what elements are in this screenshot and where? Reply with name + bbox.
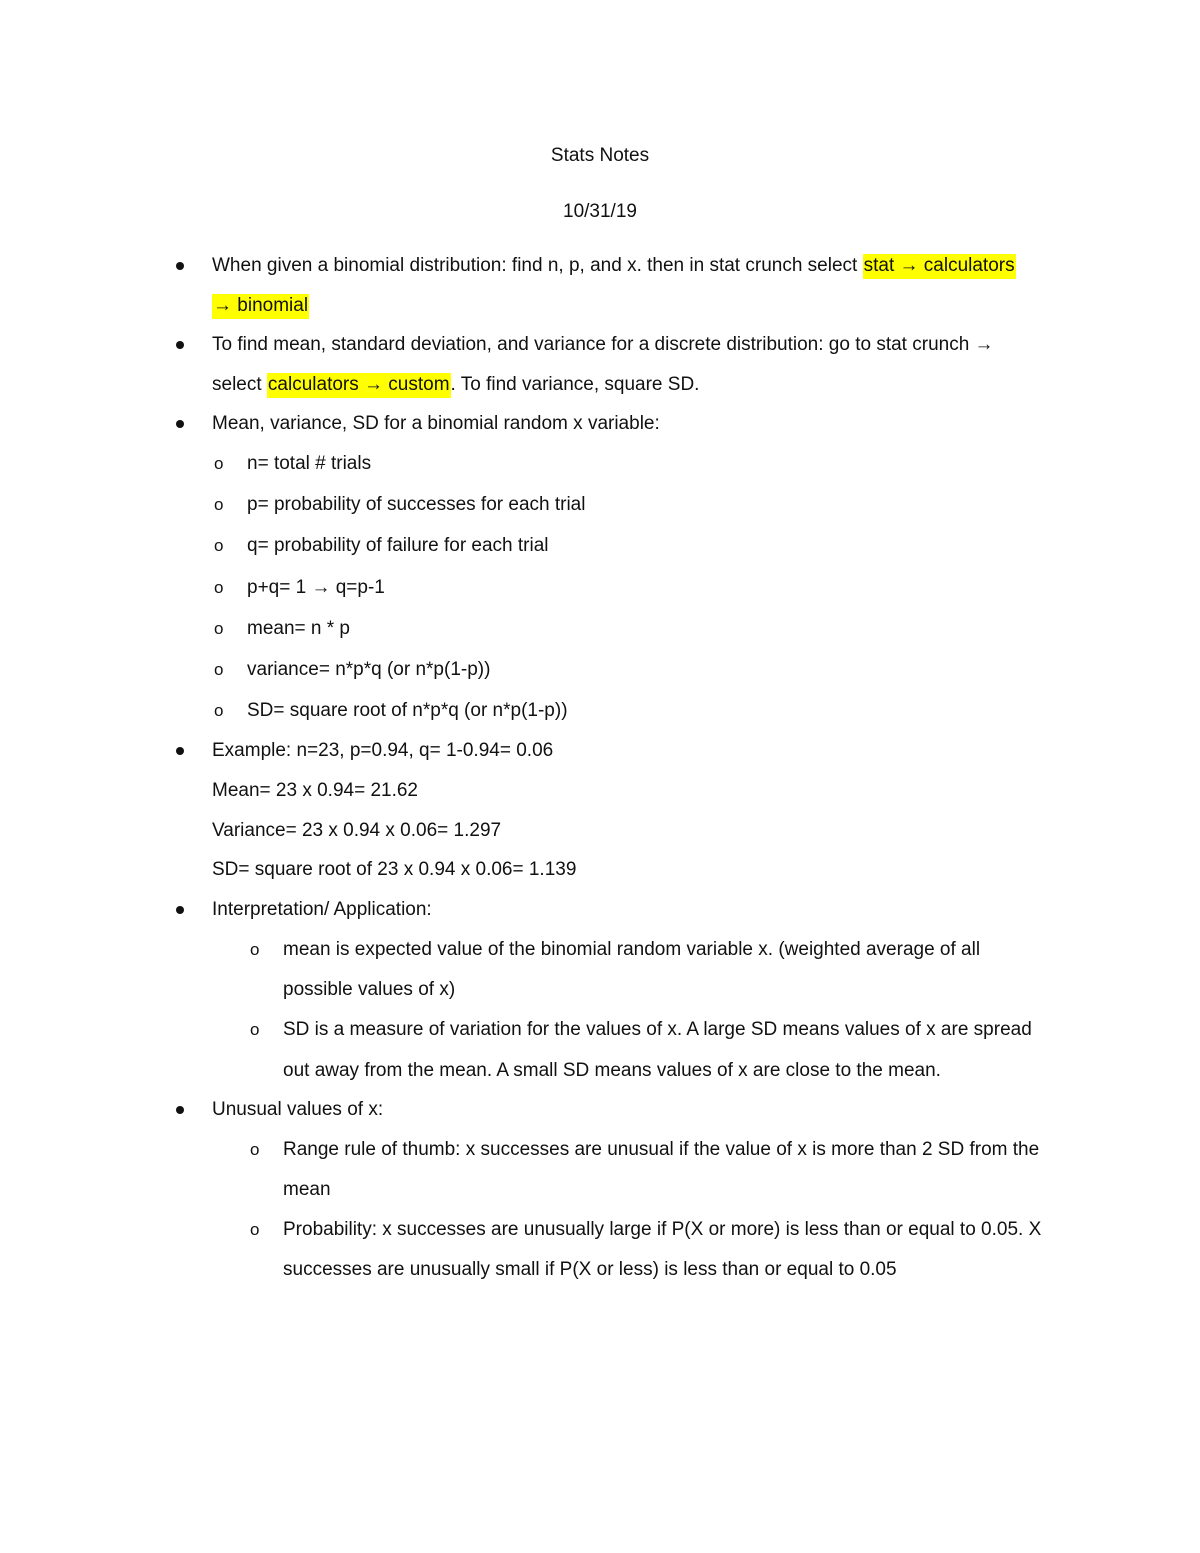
highlight-calculators-custom: calculators → custom — [267, 373, 451, 398]
sub-bullet-marker: o — [250, 940, 260, 959]
bullet-marker — [176, 747, 184, 755]
bullet-marker — [176, 1106, 184, 1114]
sub-item: mean= n * p — [247, 618, 350, 639]
sub-bullet-marker: o — [214, 454, 224, 473]
sub-item-line: possible values of x) — [283, 979, 456, 1000]
bullet-1-text: When given a binomial distribution: find n, p, and x. then in stat crunch select — [212, 255, 863, 276]
sub-bullet-marker: o — [250, 1220, 260, 1239]
sub-bullet-marker: o — [214, 619, 224, 638]
sub-item: variance= n*p*q (or n*p(1-p)) — [247, 659, 491, 680]
bullet-1-line-1 — [212, 254, 1016, 278]
bullet-2-text: select — [212, 374, 267, 395]
bullet-4-text: Example: n=23, p=0.94, q= 1-0.94= 0.06 — [212, 740, 554, 761]
bullet-2-line-1: To find mean, standard deviation, and variance for a discrete distribution: go to stat crunch → — [212, 334, 994, 355]
highlight-stat-calculators: stat → calculators — [863, 254, 1016, 279]
example-line: Mean= 23 x 0.94= 21.62 — [212, 780, 418, 801]
bullet-2-line-2 — [212, 373, 699, 397]
sub-item: SD= square root of n*p*q (or n*p(1-p)) — [247, 700, 568, 721]
bullet-marker — [176, 262, 184, 270]
sub-item-line: successes are unusually small if P(X or less) is less than or equal to 0.05 — [283, 1259, 897, 1280]
bullet-3-text: Mean, variance, SD for a binomial random x variable: — [212, 413, 660, 434]
sub-item-line: Probability: x successes are unusually large if P(X or more) is less than or equal to 0.05. X — [283, 1219, 1042, 1240]
highlight-binomial: → binomial — [212, 294, 309, 319]
sub-item: p+q= 1 → q=p-1 — [247, 577, 385, 598]
sub-bullet-marker: o — [214, 660, 224, 679]
sub-item-line: mean is expected value of the binomial random variable x. (weighted average of all — [283, 939, 981, 960]
sub-bullet-marker: o — [214, 495, 224, 514]
bullet-6-text: Unusual values of x: — [212, 1099, 384, 1120]
sub-item-line: mean — [283, 1179, 331, 1200]
bullet-marker — [176, 906, 184, 914]
page-date: 10/31/19 — [563, 201, 637, 222]
bullet-marker — [176, 420, 184, 428]
page-title: Stats Notes — [550, 145, 650, 166]
sub-bullet-marker: o — [214, 701, 224, 720]
sub-item: n= total # trials — [247, 453, 372, 474]
example-line: SD= square root of 23 x 0.94 x 0.06= 1.139 — [212, 859, 577, 880]
sub-item-line: out away from the mean. A small SD means values of x are close to the mean. — [283, 1060, 941, 1081]
sub-bullet-marker: o — [214, 536, 224, 555]
example-line: Variance= 23 x 0.94 x 0.06= 1.297 — [212, 820, 502, 841]
bullet-marker — [176, 341, 184, 349]
sub-bullet-marker: o — [214, 578, 224, 597]
sub-item-line: SD is a measure of variation for the values of x. A large SD means values of x are spread — [283, 1019, 1032, 1040]
bullet-1-line-2 — [212, 294, 309, 318]
sub-bullet-marker: o — [250, 1020, 260, 1039]
bullet-5-text: Interpretation/ Application: — [212, 899, 432, 920]
sub-item-line: Range rule of thumb: x successes are unusual if the value of x is more than 2 SD from the — [283, 1139, 1040, 1160]
bullet-2-text-end: . To find variance, square SD. — [450, 374, 700, 395]
sub-bullet-marker: o — [250, 1140, 260, 1159]
sub-item: q= probability of failure for each trial — [247, 535, 549, 556]
sub-item: p= probability of successes for each trial — [247, 494, 586, 515]
